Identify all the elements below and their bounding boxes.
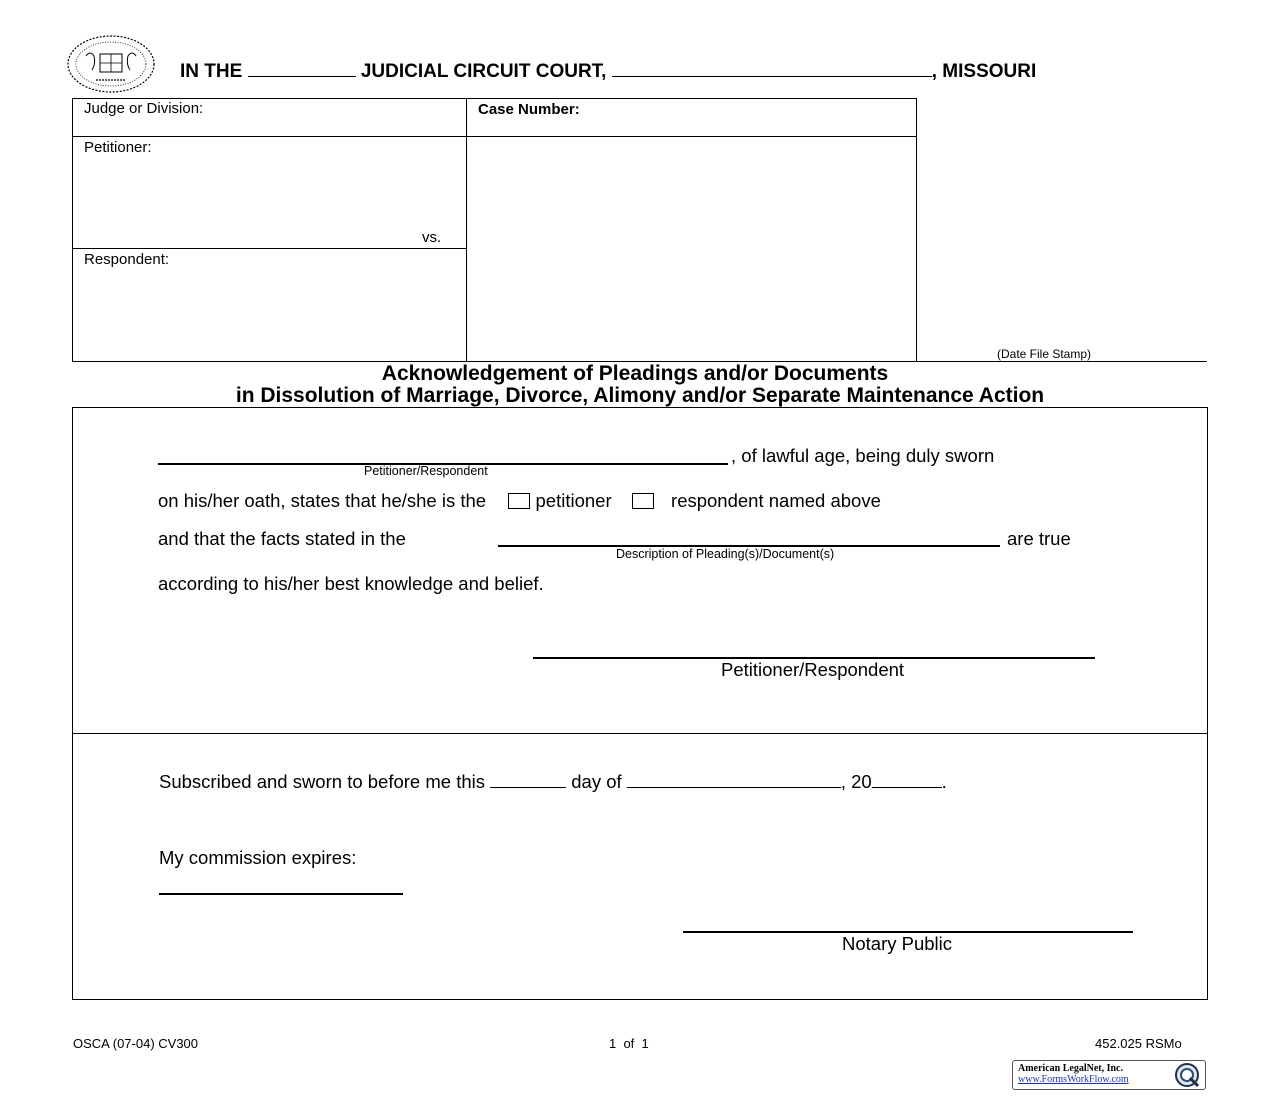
court-header <box>180 60 1036 83</box>
versus-label: vs. <box>422 229 442 246</box>
case-caption-box <box>72 98 917 362</box>
notary-public-caption: Notary Public <box>842 933 953 954</box>
sworn-part3: , 20 <box>840 771 872 792</box>
court-seal-logo <box>66 34 156 94</box>
respondent-checkbox[interactable] <box>632 493 654 509</box>
respondent-option-label: respondent named above <box>671 490 881 511</box>
notary-section-divider <box>72 733 1208 734</box>
header-court: JUDICIAL CIRCUIT COURT, <box>360 61 607 82</box>
belief-statement: according to his/her best knowledge and belief. <box>158 573 544 594</box>
caption-divider-top <box>72 136 917 137</box>
circuit-number-blank[interactable] <box>248 60 356 77</box>
petitioner-label: Petitioner: <box>84 139 152 156</box>
oath-statement <box>158 490 881 512</box>
publisher-logo-icon <box>1170 1062 1204 1088</box>
sworn-statement <box>159 771 947 793</box>
sworn-part2: day of <box>571 771 622 792</box>
name-line-suffix: , of lawful age, being duly sworn <box>731 445 995 466</box>
page-number: 1 of 1 <box>609 1036 649 1051</box>
sworn-part1: Subscribed and sworn to before me this <box>159 771 485 792</box>
judge-division-label: Judge or Division: <box>84 100 204 117</box>
commission-label: My commission expires: <box>159 847 357 868</box>
name-line-caption: Petitioner/Respondent <box>364 464 488 478</box>
oath-prefix: on his/her oath, states that he/she is the <box>158 490 487 511</box>
facts-suffix: are true <box>1007 528 1071 549</box>
caption-divider-vertical <box>466 98 467 362</box>
form-title-line1: Acknowledgement of Pleadings and/or Documents <box>381 362 889 385</box>
petitioner-checkbox[interactable] <box>508 493 530 509</box>
header-state: , MISSOURI <box>931 61 1037 82</box>
date-file-stamp-label: (Date File Stamp) <box>997 347 1092 361</box>
publisher-link[interactable]: www.FormsWorkFlow.com <box>1018 1074 1129 1085</box>
county-blank[interactable] <box>612 60 932 77</box>
day-blank[interactable] <box>490 771 566 788</box>
description-caption: Description of Pleading(s)/Document(s) <box>616 547 835 561</box>
facts-prefix: and that the facts stated in the <box>158 528 406 549</box>
year-blank[interactable] <box>872 771 942 788</box>
respondent-label: Respondent: <box>84 251 170 268</box>
form-title-line2: in Dissolution of Marriage, Divorce, Alimony and/or Separate Maintenance Action <box>235 384 1045 407</box>
form-id: OSCA (07-04) CV300 <box>73 1036 199 1051</box>
month-blank[interactable] <box>627 771 841 788</box>
commission-date-line[interactable] <box>159 893 403 895</box>
case-number-label: Case Number: <box>478 101 580 118</box>
statute-reference: 452.025 RSMo <box>1095 1036 1182 1051</box>
signature-caption: Petitioner/Respondent <box>721 659 905 680</box>
header-prefix: IN THE <box>180 61 243 82</box>
petitioner-option-label: petitioner <box>535 490 612 511</box>
caption-divider-parties <box>72 248 467 249</box>
publisher-name: American LegalNet, Inc. <box>1018 1063 1123 1074</box>
sworn-end: . <box>941 771 947 792</box>
